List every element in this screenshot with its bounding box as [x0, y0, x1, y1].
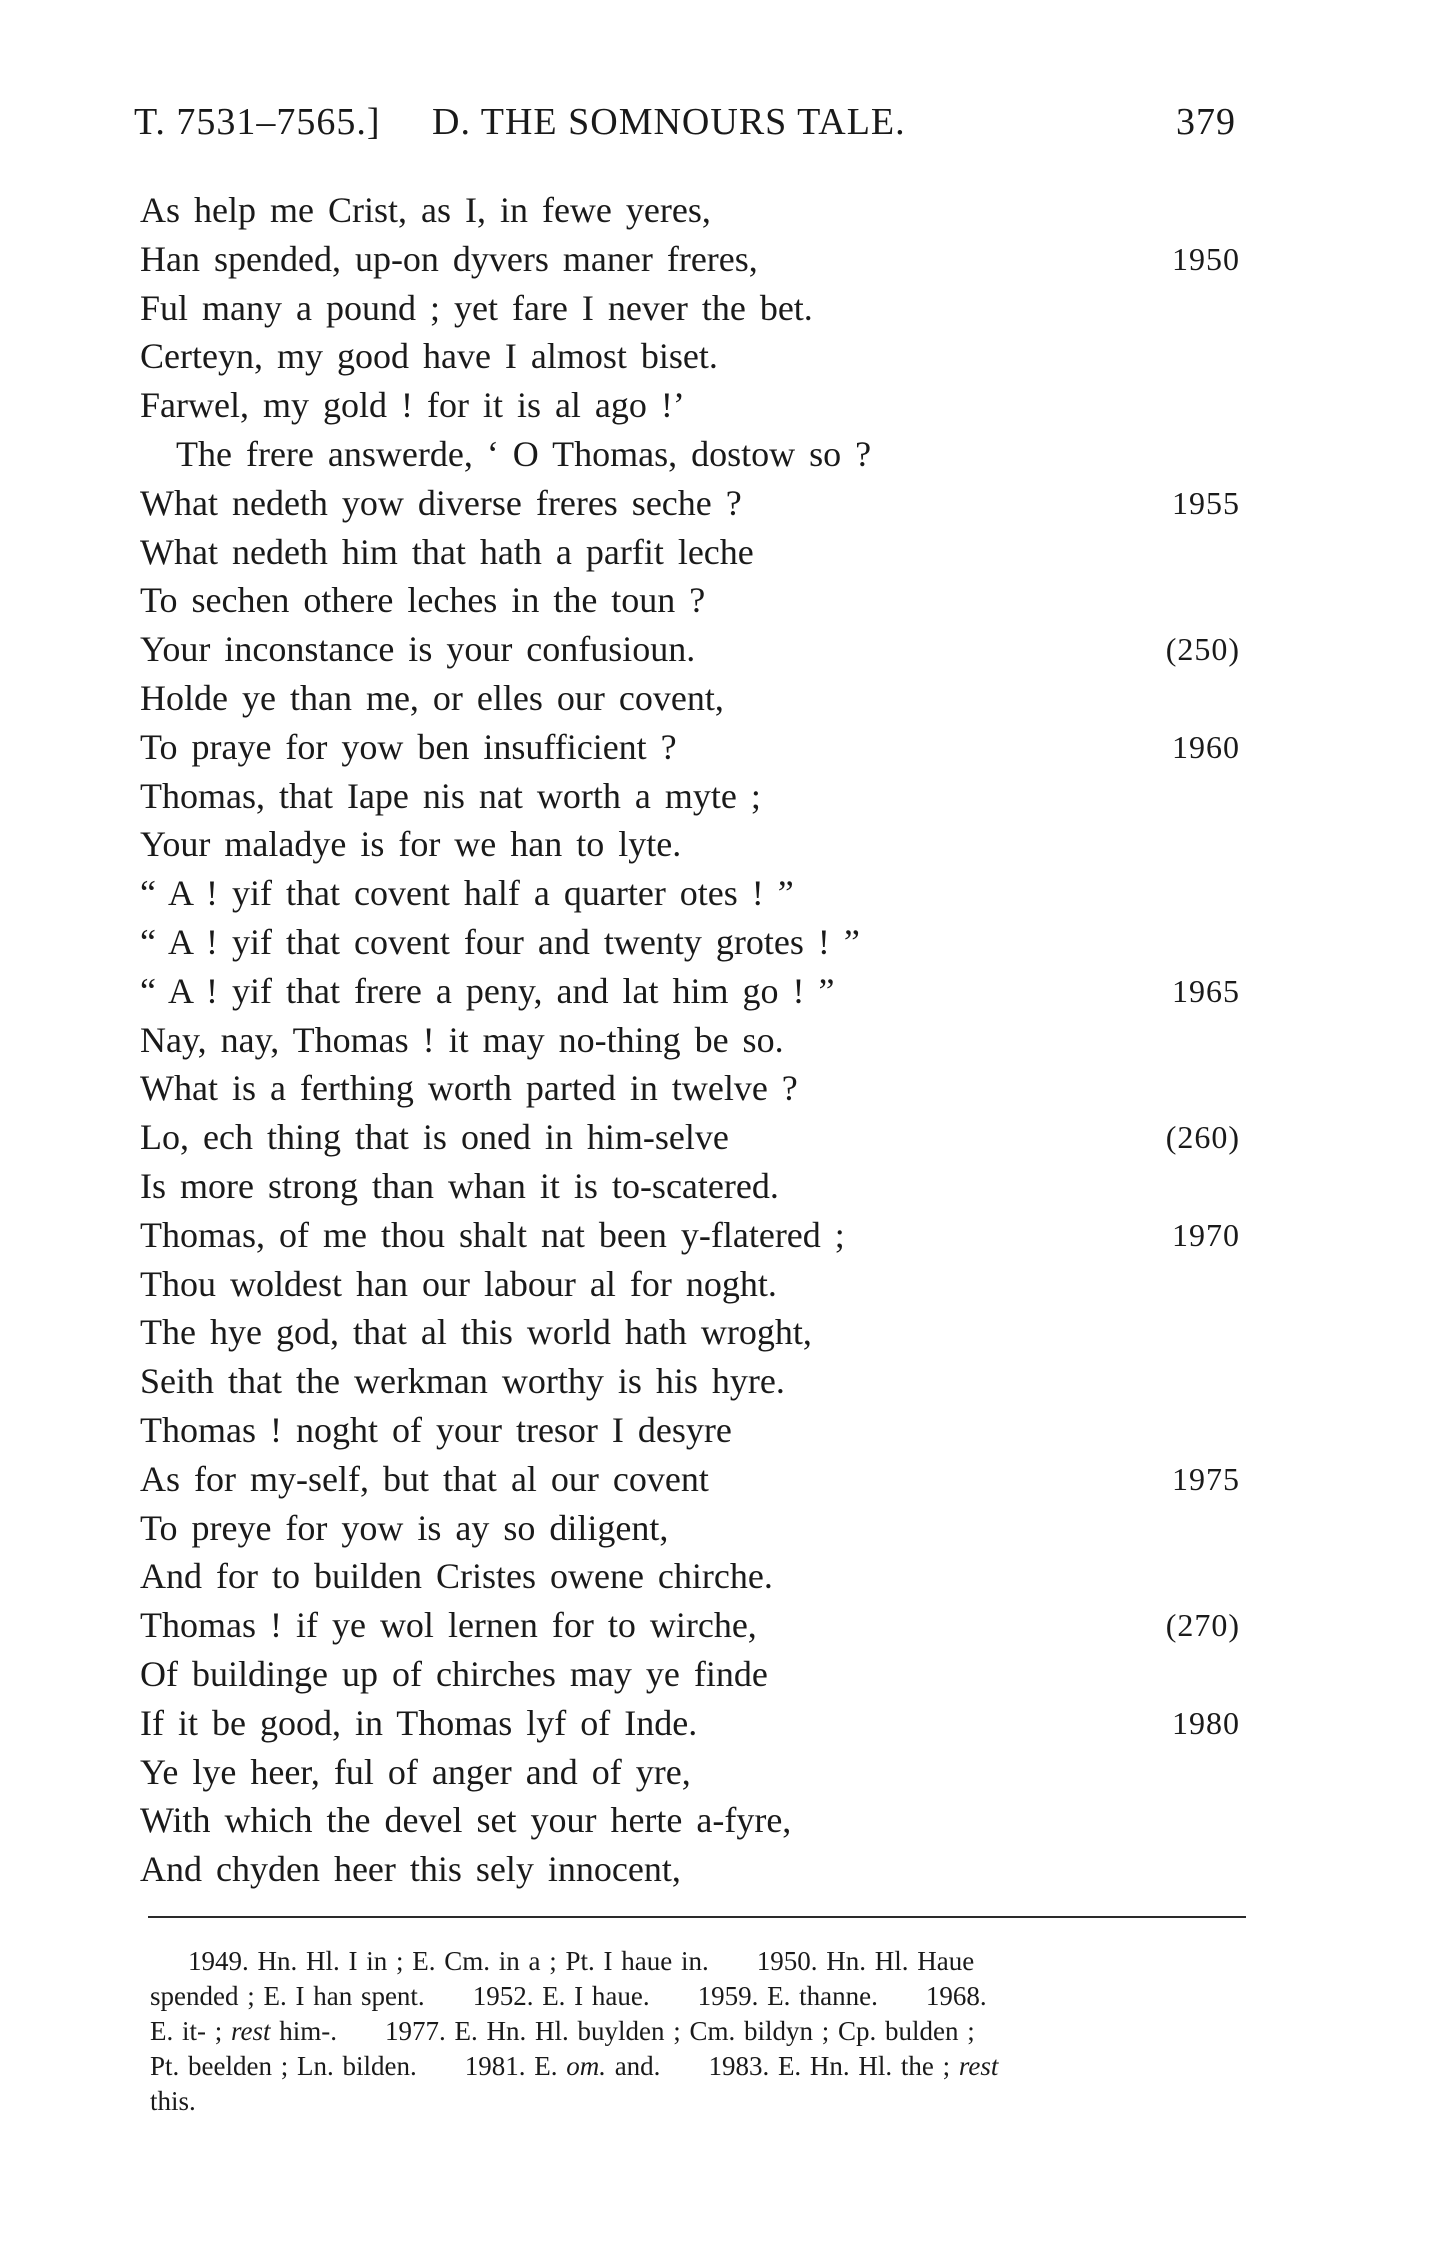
- verse-line: [140, 1162, 1240, 1211]
- verse-line: [140, 1308, 1240, 1357]
- verse-line: [140, 381, 1240, 430]
- footnote-1968-cont: E. it- ;: [150, 2016, 223, 2046]
- verse-text: Nay, nay, Thomas ! it may no-thing be so.: [140, 1019, 784, 1060]
- footnote-1981: 1981. E.: [464, 2051, 558, 2081]
- verse-text: As help me Crist, as I, in fewe yeres,: [140, 190, 711, 230]
- line-number: 1965: [1172, 972, 1240, 1009]
- verse-text: To preye for yow is ay so diligent,: [140, 1507, 669, 1548]
- verse-line: [140, 1113, 1240, 1162]
- footnote-1968: 1968.: [925, 1981, 987, 2011]
- verse-text: “ A ! yif that covent half a quarter otes ! ”: [140, 873, 794, 914]
- verse-text: Lo, ech thing that is oned in him-selve: [140, 1117, 729, 1158]
- verse-line: [140, 235, 1240, 284]
- verse-line: [140, 674, 1240, 723]
- line-number: (260): [1165, 1119, 1240, 1156]
- verse-line: [140, 967, 1240, 1016]
- verse-text: Thomas, that Iape nis nat worth a myte ;: [140, 775, 761, 816]
- verse-line: [140, 1845, 1240, 1894]
- verse-text: To praye for yow ben insufficient ?: [140, 726, 677, 767]
- verse-text: Thomas ! if ye wol lernen for to wirche,: [140, 1605, 757, 1646]
- verse-text: “ A ! yif that frere a peny, and lat him go ! ”: [140, 970, 835, 1011]
- verse-text: To sechen othere leches in the toun ?: [140, 580, 706, 621]
- verse-line: [140, 1748, 1240, 1797]
- footnote-italic-om: om.: [566, 2051, 606, 2081]
- footnote-1949: 1949. Hn. Hl. I in ; E. Cm. in a ; Pt. I haue in.: [188, 1946, 709, 1976]
- verse-text: As for my-self, but that al our covent: [140, 1458, 709, 1499]
- verse-line: [140, 869, 1240, 918]
- footnote-1959: 1959. E. thanne.: [697, 1981, 878, 2011]
- verse-text: The frere answerde, ‘ O Thomas, dostow so ?: [176, 433, 872, 474]
- verse-line: [140, 430, 1240, 479]
- verse-line: [140, 1016, 1240, 1065]
- verse-line: [140, 479, 1240, 528]
- verse-text: “ A ! yif that covent four and twenty grotes ! ”: [140, 921, 860, 962]
- verse-text: Thou woldest han our labour al for noght.: [140, 1263, 777, 1304]
- verse-line: [140, 772, 1240, 821]
- verse-line: [140, 1650, 1240, 1699]
- verse-text: Thomas, of me thou shalt nat been y-flatered ;: [140, 1214, 845, 1255]
- verse-line: [140, 820, 1240, 869]
- line-number: 1975: [1172, 1460, 1240, 1497]
- verse-text: What is a ferthing worth parted in twelve ?: [140, 1068, 798, 1109]
- footnote-1983-end: this.: [150, 2086, 196, 2116]
- verse-text: Your maladye is for we han to lyte.: [140, 824, 682, 865]
- line-number: 1950: [1172, 240, 1240, 277]
- footnote-1983: 1983. E. Hn. Hl. the ;: [708, 2051, 951, 2081]
- verse-line: [140, 1260, 1240, 1309]
- line-number: 1955: [1172, 484, 1240, 521]
- verse-text: Seith that the werkman worthy is his hyre.: [140, 1361, 785, 1402]
- line-number: (270): [1165, 1607, 1240, 1644]
- verse-text: And for to builden Cristes owene chirche.: [140, 1556, 773, 1597]
- line-number: (250): [1165, 631, 1240, 668]
- verse-text: Certeyn, my good have I almost biset.: [140, 336, 718, 377]
- verse-text: With which the devel set your herte a-fyre,: [140, 1800, 792, 1841]
- verse-text: And chyden heer this sely innocent,: [140, 1849, 681, 1890]
- verse-line: [140, 1601, 1240, 1650]
- verse-text: Thomas ! noght of your tresor I desyre: [140, 1409, 732, 1450]
- verse-text: Han spended, up-on dyvers maner freres,: [140, 238, 758, 279]
- footnote-1981-end: and.: [614, 2051, 661, 2081]
- verse-line: [140, 918, 1240, 967]
- verse-text: Ye lye heer, ful of anger and of yre,: [140, 1751, 691, 1792]
- line-number: 1960: [1172, 728, 1240, 765]
- line-reference: T. 7531–7565.]: [134, 101, 381, 143]
- verse-line: [140, 332, 1240, 381]
- verse-line: [140, 528, 1240, 577]
- footnote-1968-end: him-.: [279, 2016, 337, 2046]
- verse-text: What nedeth him that hath a parfit leche: [140, 531, 754, 572]
- verse-line: [140, 284, 1240, 333]
- footnote-1950: 1950. Hn. Hl. Haue: [756, 1946, 975, 1976]
- verse-text: Of buildinge up of chirches may ye finde: [140, 1653, 768, 1694]
- footnote-1977-cont: Pt. beelden ; Ln. bilden.: [150, 2051, 417, 2081]
- verse-text: If it be good, in Thomas lyf of Inde.: [140, 1702, 698, 1743]
- footnote-line: [150, 1944, 1250, 1979]
- verse-line: [140, 1552, 1240, 1601]
- verse-text: Is more strong than whan it is to-scatered.: [140, 1165, 779, 1206]
- verse-line: [140, 576, 1240, 625]
- verse-text: Farwel, my gold ! for it is al ago !’: [140, 385, 685, 426]
- verse-block: [140, 186, 1240, 1894]
- footnote-divider: [148, 1916, 1246, 1918]
- page-number: 379: [1176, 101, 1236, 143]
- footnote-italic-rest: rest: [231, 2016, 271, 2046]
- footnote-1977: 1977. E. Hn. Hl. buylden ; Cm. bildyn ; Cp. bulden ;: [385, 2016, 975, 2046]
- footnote-1950-cont: spended ; E. I han spent.: [150, 1981, 425, 2011]
- footnote-line: [150, 2049, 1250, 2084]
- verse-line: [140, 1699, 1240, 1748]
- footnote-1952: 1952. E. I haue.: [472, 1981, 650, 2011]
- footnote-line: [150, 2014, 1250, 2049]
- verse-line: [140, 1504, 1240, 1553]
- line-number: 1970: [1172, 1216, 1240, 1253]
- running-head: [134, 100, 1236, 150]
- verse-line: [140, 1796, 1240, 1845]
- verse-text: Ful many a pound ; yet fare I never the bet.: [140, 287, 813, 328]
- verse-line: [140, 1406, 1240, 1455]
- verse-line: [140, 1064, 1240, 1113]
- footnote-line: [150, 1979, 1250, 2014]
- verse-line: [140, 723, 1240, 772]
- verse-text: The hye god, that al this world hath wroght,: [140, 1312, 812, 1353]
- verse-line: [140, 1455, 1240, 1504]
- verse-line: [140, 1357, 1240, 1406]
- footnotes: [150, 1944, 1250, 2119]
- line-number: 1980: [1172, 1704, 1240, 1741]
- footnote-italic-rest: rest: [958, 2051, 999, 2081]
- verse-line: [140, 1211, 1240, 1260]
- page-title: D. THE SOMNOURS TALE.: [432, 101, 906, 143]
- verse-text: Your inconstance is your confusioun.: [140, 629, 696, 670]
- verse-text: Holde ye than me, or elles our covent,: [140, 677, 724, 718]
- verse-text: What nedeth yow diverse freres seche ?: [140, 482, 742, 523]
- verse-line: [140, 186, 1240, 235]
- verse-line: [140, 625, 1240, 674]
- footnote-line: [150, 2084, 1250, 2119]
